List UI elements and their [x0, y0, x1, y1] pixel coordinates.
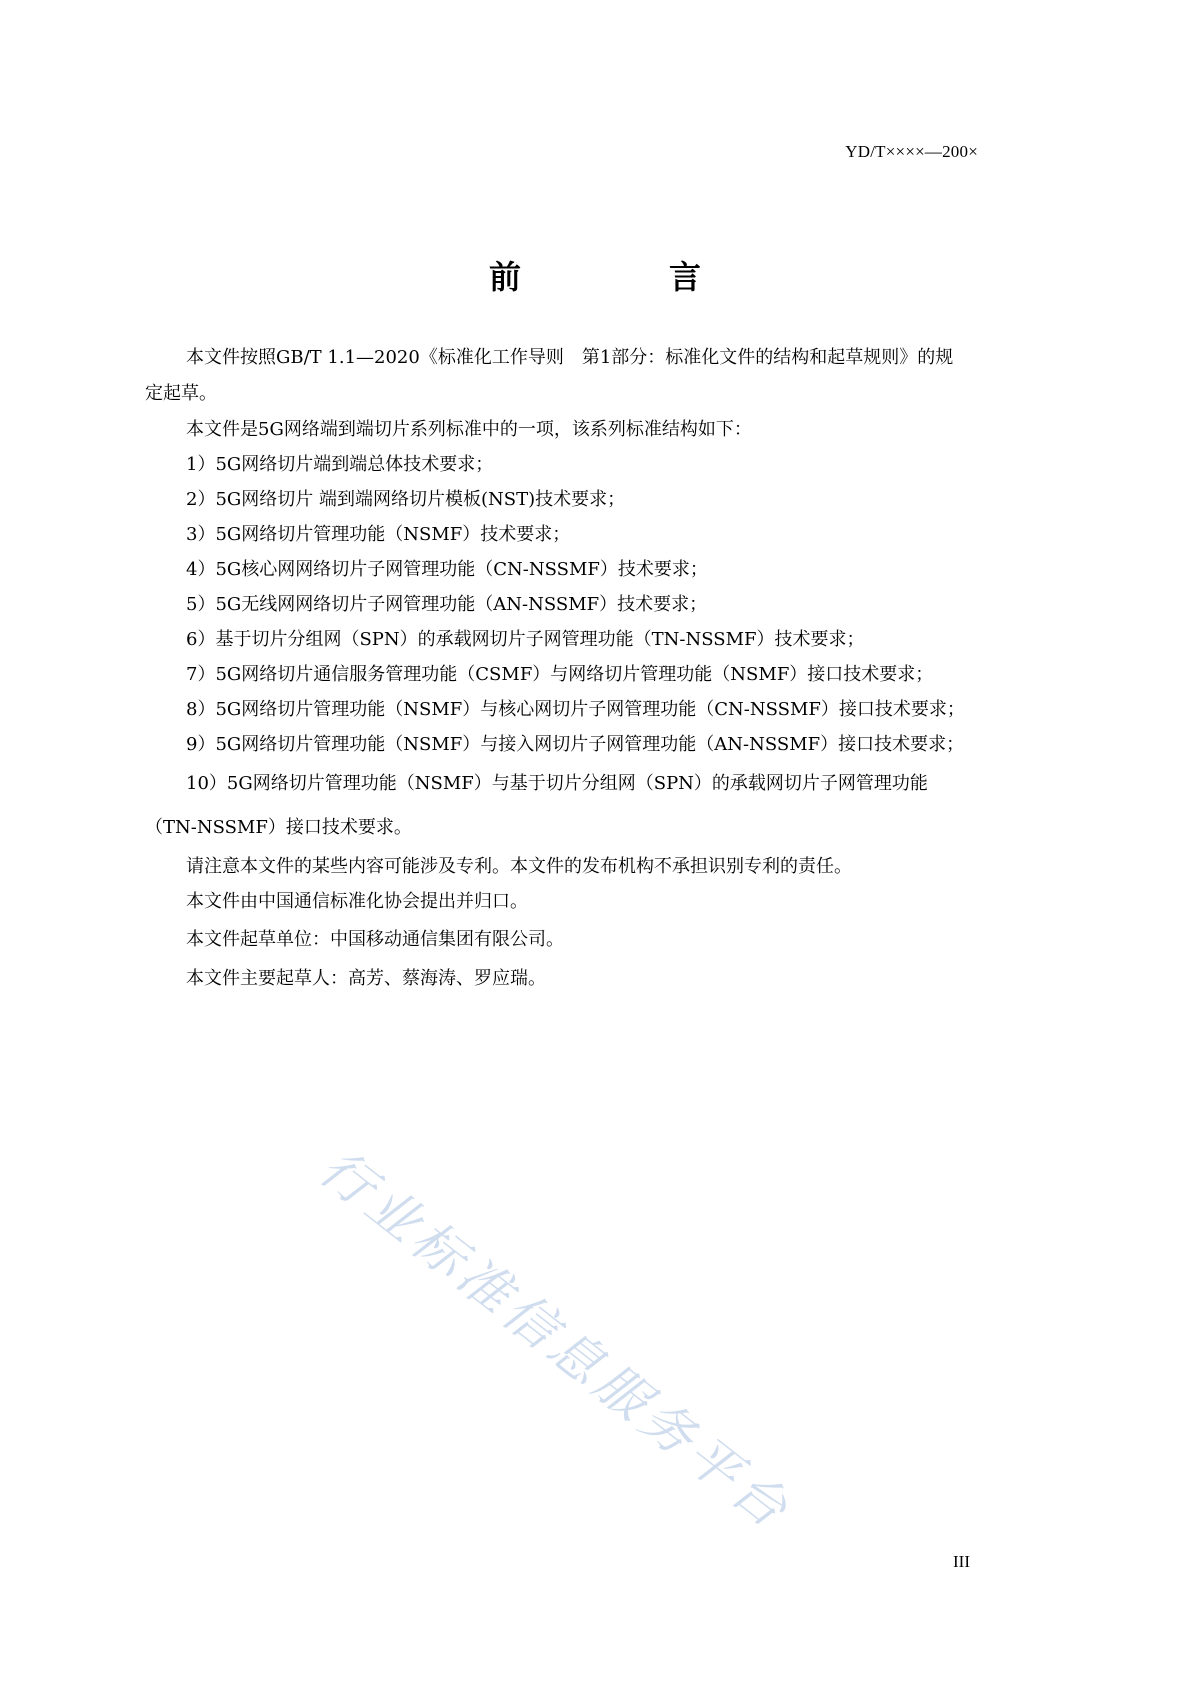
patent-notice: 请注意本文件的某些内容可能涉及专利。本文件的发布机构不承担识别专利的责任。: [186, 856, 852, 877]
list-item: 5）5G无线网网络切片子网管理功能（AN-NSSMF）技术要求；: [186, 594, 708, 615]
page-title: 前 言: [488, 258, 759, 296]
list-item: 4）5G核心网网络切片子网管理功能（CN-NSSMF）技术要求；: [186, 559, 708, 580]
drafters: 本文件主要起草人：高芳、蔡海涛、罗应瑞。: [186, 968, 546, 989]
list-item: 7）5G网络切片通信服务管理功能（CSMF）与网络切片管理功能（NSMF）接口技术要求；: [186, 664, 934, 685]
paragraph-1-line-1: 本文件按照GB/T 1.1—2020《标准化工作导则 第1部分：标准化文件的结构和起草规则》的规: [186, 347, 954, 368]
list-item-continuation: （TN-NSSMF）接口技术要求。: [145, 817, 412, 838]
paragraph-1-line-2: 定起草。: [145, 383, 217, 404]
list-item: 9）5G网络切片管理功能（NSMF）与接入网切片子网管理功能（AN-NSSMF）接口技术要求；: [186, 734, 965, 755]
drafting-unit: 本文件起草单位：中国移动通信集团有限公司。: [186, 929, 564, 950]
list-item: 3）5G网络切片管理功能（NSMF）技术要求；: [186, 524, 571, 545]
list-item: 10）5G网络切片管理功能（NSMF）与基于切片分组网（SPN）的承载网切片子网管理功能: [186, 773, 928, 794]
page-number: III: [953, 1552, 970, 1571]
watermark: 行业标准信息服务平台: [308, 1138, 803, 1543]
document-code: YD/T××××—200×: [845, 142, 978, 161]
proposer-statement: 本文件由中国通信标准化协会提出并归口。: [186, 891, 528, 912]
list-item: 1）5G网络切片端到端总体技术要求；: [186, 454, 494, 475]
paragraph-2: 本文件是5G网络端到端切片系列标准中的一项，该系列标准结构如下：: [186, 419, 752, 440]
list-item: 6）基于切片分组网（SPN）的承载网切片子网管理功能（TN-NSSMF）技术要求；: [186, 629, 865, 650]
list-item: 2）5G网络切片 端到端网络切片模板(NST)技术要求；: [186, 489, 626, 510]
list-item: 8）5G网络切片管理功能（NSMF）与核心网切片子网管理功能（CN-NSSMF）接口技术要求；: [186, 699, 965, 720]
